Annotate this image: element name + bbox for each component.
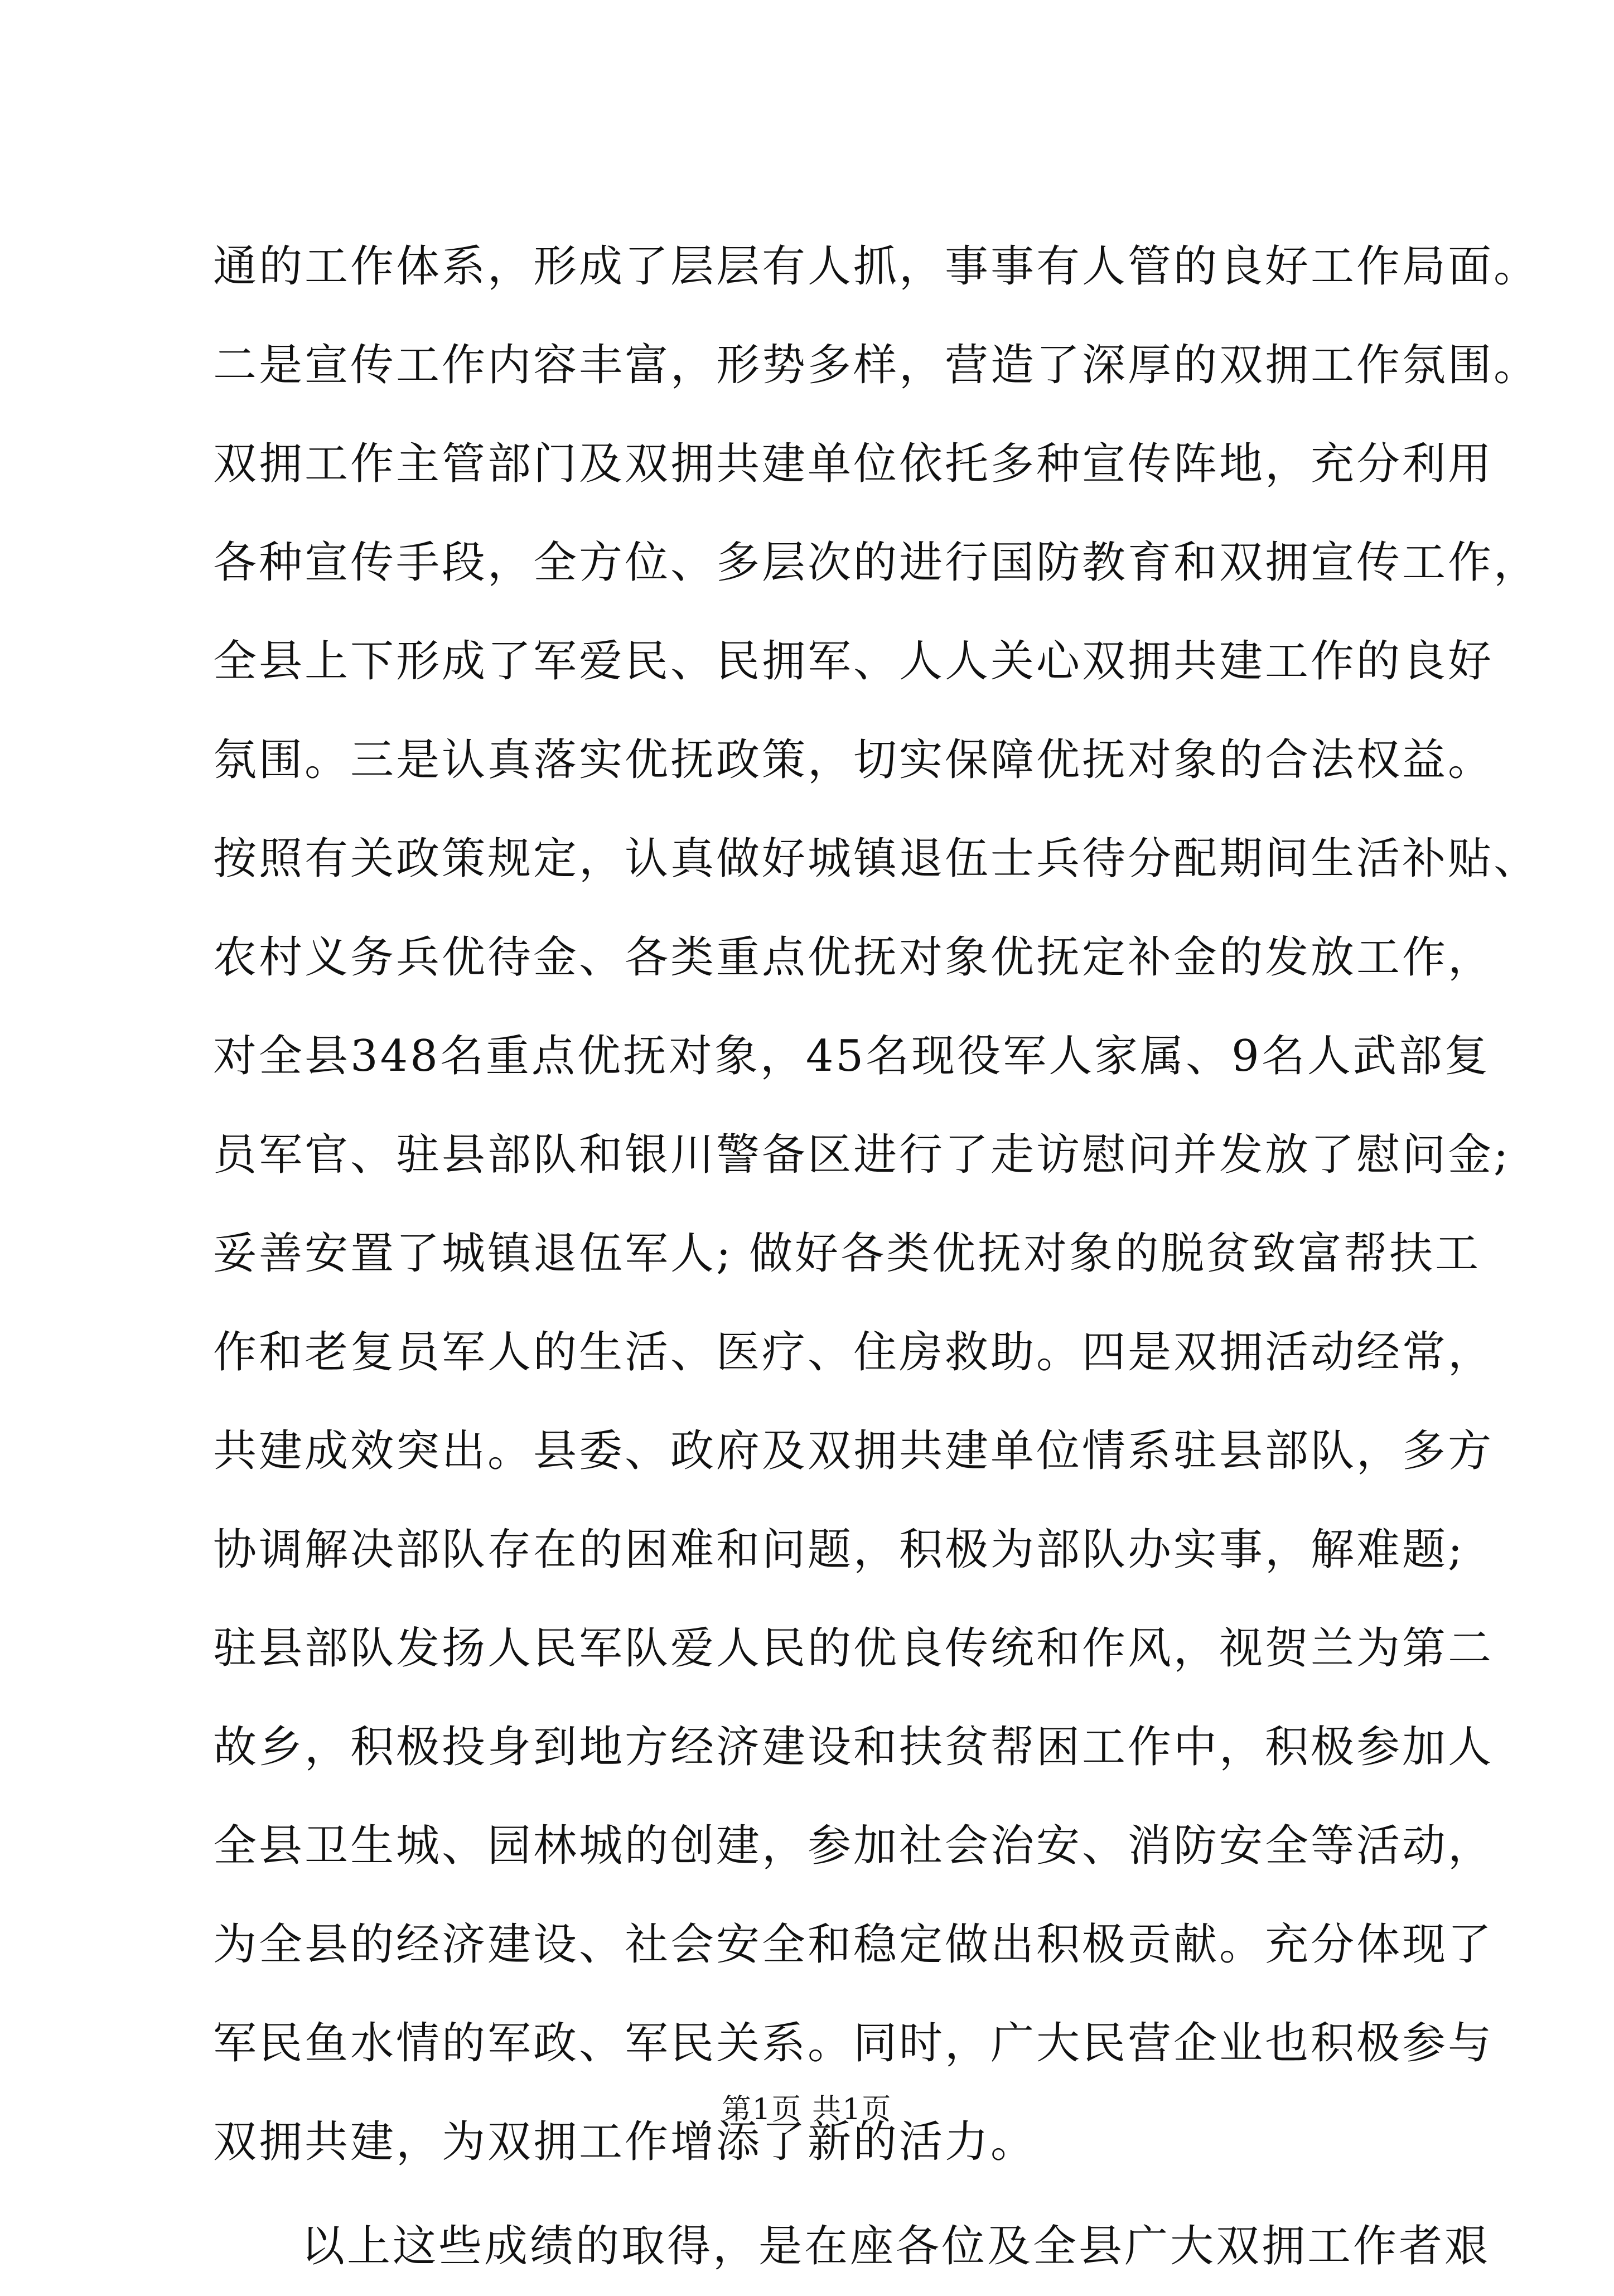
text-line: 农村义务兵优待金、各类重点优抚对象优抚定补金的发放工作， [213, 932, 1494, 983]
text-line: 各种宣传手段，全方位、多层次的进行国防教育和双拥宣传工作， [213, 538, 1540, 588]
text-line: 作和老复员军人的生活、医疗、住房救助。四是双拥活动经常， [213, 1327, 1494, 1377]
text-line: 按照有关政策规定，认真做好城镇退伍士兵待分配期间生活补贴、 [213, 834, 1540, 884]
text-line: 协调解决部队存在的困难和问题，积极为部队办实事，解难题; [213, 1525, 1465, 1575]
text-line: 双拥共建，为双拥工作增添了新的活力。 [213, 2117, 1037, 2167]
page-footer: 第1页 共1页 [722, 2093, 892, 2126]
paragraph-first-line: 以上这些成绩的取得，是在座各位及全县广大双拥工作者艰 [301, 2221, 1491, 2271]
text-line: 双拥工作主管部门及双拥共建单位依托多种宣传阵地，充分利用 [213, 439, 1494, 489]
text-line: 故乡，积极投身到地方经济建设和扶贫帮困工作中，积极参加人 [213, 1722, 1494, 1772]
text-line: 全县卫生城、园林城的创建，参加社会治安、消防安全等活动， [213, 1821, 1494, 1871]
text-line: 军民鱼水情的军政、军民关系。同时，广大民营企业也积极参与 [213, 2018, 1494, 2068]
text-line: 为全县的经济建设、社会安全和稳定做出积极贡献。充分体现了 [213, 1920, 1494, 1970]
text-line: 氛围。三是认真落实优抚政策，切实保障优抚对象的合法权益。 [213, 735, 1494, 785]
text-line: 共建成效突出。县委、政府及双拥共建单位情系驻县部队，多方 [213, 1426, 1494, 1476]
body-text [213, 217, 1540, 2296]
text-line: 员军官、驻县部队和银川警备区进行了走访慰问并发放了慰问金; [213, 1130, 1511, 1180]
text-line: 通的工作体系，形成了层层有人抓，事事有人管的良好工作局面。 [213, 241, 1540, 292]
text-line: 对全县348名重点优抚对象，45名现役军人家属、9名人武部复 [213, 1031, 1490, 1081]
text-line: 驻县部队发扬人民军队爱人民的优良传统和作风，视贺兰为第二 [213, 1623, 1494, 1674]
text-line: 妥善安置了城镇退伍军人; 做好各类优抚对象的脱贫致富帮扶工 [213, 1229, 1481, 1279]
text-line: 全县上下形成了军爱民、民拥军、人人关心双拥共建工作的良好 [213, 636, 1494, 687]
text-line: 二是宣传工作内容丰富，形势多样，营造了深厚的双拥工作氛围。 [213, 340, 1540, 390]
